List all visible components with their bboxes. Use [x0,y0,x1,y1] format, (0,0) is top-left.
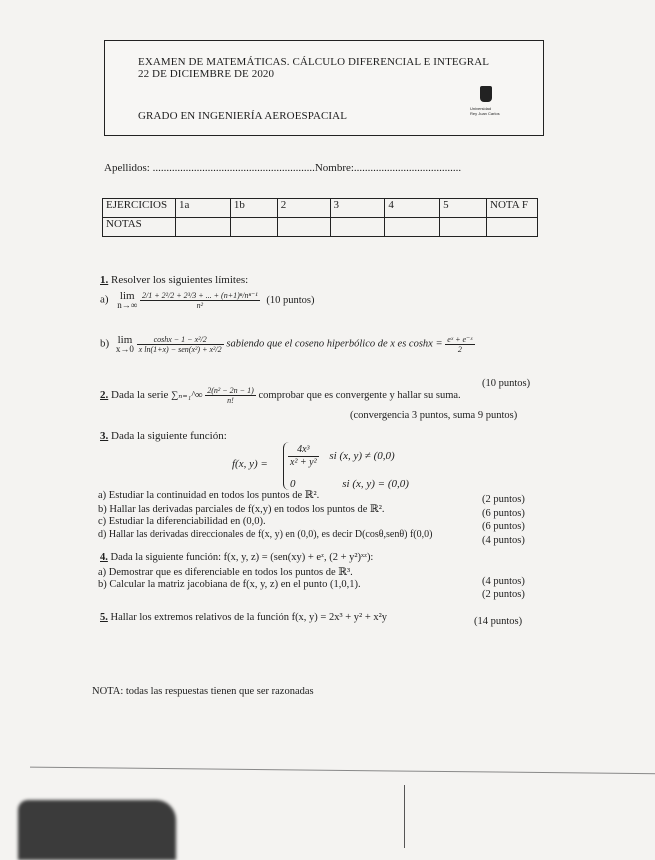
lim-text: lim [117,334,133,346]
cosh-hint: sabiendo que el coseno hiperbólico de x es coshx = [226,338,443,350]
limit-fraction [137,335,224,354]
university-logo [470,86,510,118]
question-4 [100,552,373,563]
piecewise-lhs: f(x, y) = [232,458,268,470]
case-condition: si (x, y) ≠ (0,0) [329,450,395,463]
points: (4 puntos) [482,576,525,587]
grade-input-1b [230,218,277,237]
item-text: Estudiar la continuidad en todos los puntos de ℝ². [108,490,320,501]
points: (10 puntos) [266,294,315,306]
grade-input-1a [175,218,230,237]
points: (6 puntos) [482,521,525,532]
logo-text-1: Universidad [470,106,492,111]
question-1 [100,274,248,286]
question-number: 3. [100,430,109,442]
item-text: Hallar las derivadas direccionales de f(x, y) en (0,0), es decir D(cosθ,senθ) f(0,0) [108,529,433,540]
lim-subscript: x→0 [115,344,134,354]
points: (4 puntos) [482,535,525,546]
item-label: b) [100,337,110,350]
points: (2 puntos) [482,589,525,600]
item-label: a) [100,293,109,306]
grades-cell: 4 [385,199,440,218]
question-text: Dada la siguiente función: [111,430,227,442]
item-label: d) [98,529,107,540]
item-label: b) [98,504,107,515]
case-value: 0 [290,478,296,490]
points: (2 puntos) [482,494,525,505]
question-3a [98,489,319,501]
question-number: 2. [100,389,109,402]
grades-cell: 3 [330,199,385,218]
grades-cell: 2 [277,199,330,218]
item-text: Demostrar que es diferenciable en todos los puntos de ℝ³. [108,567,353,578]
item-label: c) [98,516,107,527]
points: (14 puntos) [474,616,523,627]
item-text: Calcular la matriz jacobiana de f(x, y, z) en el punto (1,0,1). [109,579,361,590]
question-4a [98,566,353,578]
fraction-numerator: 2(n² − 2n − 1) [207,386,254,395]
fraction-denominator: x ln(1+x) − sen(x²) + x²/2 [138,344,222,354]
exam-note: NOTA: todas las respuestas tienen que ser razonadas [92,686,314,697]
university-crest-icon [480,86,492,102]
grade-input-final [487,218,538,237]
fraction-denominator: 2 [457,344,462,354]
grades-cell: 5 [440,199,487,218]
series-symbol: ∑ₙ₌₁^∞ [171,390,203,402]
question-3c [98,516,266,527]
item-label: a) [98,567,107,578]
item-label: b) [98,579,107,590]
fraction-numerator: 4x³ [288,444,319,457]
fraction-numerator: coshx − 1 − x²/2 [137,335,224,345]
fraction-numerator: 2/1 + 2²/2 + 2³/3 + ... + (n+1)ⁿ/nⁿ⁻¹ [141,290,258,300]
question-4b [98,579,361,590]
fraction-denominator: x² + y² [290,457,317,468]
case-condition: si (x, y) = (0,0) [342,478,409,490]
lim-text: lim [119,290,135,302]
grade-input-2 [277,218,330,237]
question-3b [98,503,385,515]
question-3 [100,430,227,442]
item-text: Hallar las derivadas parciales de f(x,y) en todos los puntos de ℝ². [109,504,385,515]
question-1b [100,334,475,354]
question-text: Dada la serie [111,389,169,402]
names-line: Apellidos: ...........................................................Nombre:....................................... [104,162,462,174]
grades-cell: 1b [230,199,277,218]
question-text: comprobar que es convergente y hallar su suma. [258,390,461,402]
question-text: Resolver los siguientes límites: [111,274,249,286]
question-number: 1. [100,274,109,286]
limit-fraction [140,291,260,310]
lim-subscript: n→∞ [117,300,138,310]
dark-object-shadow [18,800,176,860]
grade-input-4 [385,218,440,237]
question-text: Hallar los extremos relativos de la función f(x, y) = 2x³ + y² + x²y [110,612,388,623]
grades-cell: NOTA F [487,199,538,218]
question-text: Dada la siguiente función: f(x, y, z) = (sen(xy) + eᶻ, (2 + y²)ˣᶻ): [110,552,374,563]
piecewise-case-1 [288,444,395,469]
series-fraction [205,386,256,405]
fraction-numerator: eˣ + e⁻ˣ [447,334,473,344]
exam-title: EXAMEN DE MATEMÁTICAS. CÁLCULO DIFERENCIAL E INTEGRAL [138,56,490,68]
question-3d [98,529,432,540]
points: (10 puntos) [482,378,531,389]
grades-notes-row [103,218,538,237]
points: (6 puntos) [482,508,525,519]
degree-name: GRADO EN INGENIERÍA AEROESPACIAL [138,110,348,122]
item-text: Estudiar la diferenciabilidad en (0,0). [108,516,266,527]
question-number: 5. [100,612,108,623]
grades-cell: EJERCICIOS [103,199,176,218]
grades-header-row [103,199,538,218]
item-label: a) [98,490,107,501]
question-2 [100,386,461,405]
grade-input-5 [440,218,487,237]
fraction-denominator: n² [196,300,203,310]
logo-text-2: Rey Juan Carlos [470,111,500,116]
paper-edge-line [30,767,655,775]
fraction-denominator: n! [227,396,234,405]
grade-input-3 [330,218,385,237]
question-1a [100,290,315,310]
exam-date: 22 DE DICIEMBRE DE 2020 [138,68,275,80]
limit-operator [117,290,137,310]
case-fraction [288,444,319,469]
points: (convergencia 3 puntos, suma 9 puntos) [350,410,518,421]
grades-cell: NOTAS [103,218,176,237]
limit-operator [116,334,134,354]
paper-fold-line [404,785,405,848]
grades-cell: 1a [175,199,230,218]
question-5 [100,612,387,623]
question-number: 4. [100,552,108,563]
cosh-fraction [445,335,474,354]
grades-table [102,198,538,237]
